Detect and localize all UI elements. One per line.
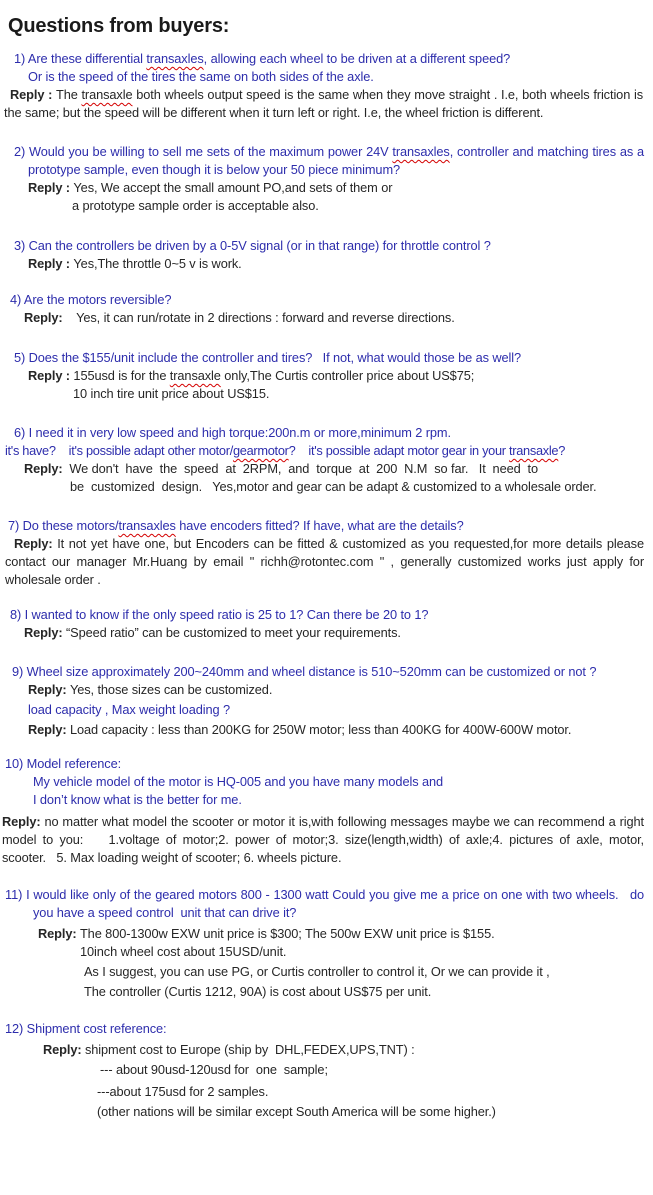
reply-text: --- about 90usd-120usd for one sample; [100, 1062, 328, 1077]
question-5 [0, 349, 648, 367]
reply-text: 10inch wheel cost about 15USD/unit. [80, 944, 287, 959]
reply-label: Reply: [38, 926, 80, 941]
question-10-line-1 [0, 755, 648, 773]
question-text: 5) Does the $155/unit include the controller and tires? If not, what would those be as well? [14, 350, 522, 365]
qa-item-1 [0, 50, 648, 122]
question-11 [0, 886, 648, 922]
question-8 [0, 606, 648, 624]
question-text: 3) Can the controllers be driven by a 0-5V signal (or in that range) for throttle control ? [14, 238, 491, 253]
qa-item-2 [0, 143, 648, 215]
qa-item-3 [0, 237, 648, 273]
reply-label: Reply: [24, 310, 63, 325]
question-text: Or is the speed of the tires the same on both sides of the axle. [28, 69, 374, 84]
misspelled-word: transaxles [392, 144, 450, 159]
reply-text: Load capacity : less than 200KG for 250W motor; less than 400KG for 400W-600W motor. [69, 722, 572, 737]
reply-1 [0, 86, 648, 122]
qa-item-10 [0, 755, 648, 867]
question-text: 2) Would you be willing to sell me sets of the maximum power 24V [14, 144, 393, 159]
reply-text: The 800-1300w EXW unit price is $300; The 500w EXW unit price is $155. [79, 926, 495, 941]
question-text: My vehicle model of the motor is HQ-005 and you have many models and [33, 774, 444, 789]
reply-text: no matter what model the scooter or motor it is,with following messages maybe we can recommend a right model to you: 1.voltage of motor;2. power of motor;3. size(length,width) of axle;4. pictures of axle, motor, scooter. 5. Max loading weight of scooter; 6. wheels picture. [2, 814, 644, 865]
qa-item-5 [0, 349, 648, 403]
reply-12-line-2 [0, 1061, 648, 1079]
misspelled-word: gearmotor [232, 443, 289, 458]
question-text: 8) I wanted to know if the only speed ratio is 25 to 1? Can there be 20 to 1? [10, 607, 429, 622]
reply-label: Reply: [28, 722, 70, 737]
reply-8 [0, 624, 648, 642]
question-text: 12) Shipment cost reference: [5, 1021, 167, 1036]
misspelled-word: transaxle [81, 87, 133, 102]
reply-text: ---about 175usd for 2 samples. [97, 1084, 269, 1099]
reply-label: Reply : [28, 180, 74, 195]
page-title: Questions from buyers: [8, 15, 230, 37]
reply-11-line-2 [0, 943, 648, 961]
reply-label: Reply : [10, 87, 56, 102]
reply-label: Reply: [43, 1042, 85, 1057]
qa-item-12 [0, 1020, 648, 1121]
question-text: have encoders fitted? If have, what are the details? [175, 518, 464, 533]
question-text: 7) Do these motors/ [8, 518, 119, 533]
reply-text: Yes, those sizes can be customized. [69, 682, 273, 697]
question-text: 4) Are the motors reversible? [10, 292, 172, 307]
qa-item-7 [0, 517, 648, 589]
reply-text: shipment cost to Europe (ship by DHL,FEDEX,UPS,TNT) : [84, 1042, 415, 1057]
reply-text: (other nations will be similar except South America will be some higher.) [97, 1104, 496, 1119]
qa-item-8 [0, 606, 648, 642]
question-text: 11) I would like only of the geared motors 800 - 1300 watt Could you give me a price on one with two wheels. do you have a speed control unit that can drive it? [5, 887, 644, 920]
question-12 [0, 1020, 648, 1038]
reply-7 [0, 535, 648, 589]
misspelled-word: transaxle [509, 443, 559, 458]
reply-label: Reply : [28, 256, 74, 271]
question-text: , allowing each wheel to be driven at a different speed? [203, 51, 511, 66]
reply-9-line-1 [0, 681, 648, 699]
misspelled-word: transaxle [169, 368, 221, 383]
qa-item-4 [0, 291, 648, 327]
qa-item-6 [0, 424, 648, 496]
reply-11-line-4 [0, 983, 648, 1001]
question-2 [0, 143, 648, 179]
question-6-line-1 [0, 424, 648, 442]
reply-6-line-2 [0, 478, 648, 496]
reply-2-line-2 [0, 197, 648, 215]
reply-label: Reply: [24, 625, 66, 640]
reply-text: As I suggest, you can use PG, or Curtis controller to control it, Or we can provide it , [84, 964, 550, 979]
reply-text: The controller (Curtis 1212, 90A) is cost about US$75 per unit. [84, 984, 432, 999]
reply-5-line-1 [0, 367, 648, 385]
question-4 [0, 291, 648, 309]
reply-text: It not yet have one, but Encoders can be fitted & customized as you requested,for more details please contact our manager Mr.Huang by email " richh@rotontec.com " , generally customized works just apply for wholesale order . [5, 536, 644, 587]
reply-text: Yes, it can run/rotate in 2 directions : forward and reverse directions. [62, 310, 455, 325]
question-1-line-2 [0, 68, 648, 86]
reply-12-line-4 [0, 1103, 648, 1121]
reply-label: Reply : [28, 368, 74, 383]
reply-text: be customized design. Yes,motor and gear can be adapt & customized to a wholesale order. [70, 479, 597, 494]
misspelled-word: transaxles [146, 51, 204, 66]
reply-11-line-3 [0, 963, 648, 981]
reply-12-line-1 [0, 1041, 648, 1059]
question-text: , controller and matching tires as a prototype sample, even though it is below your 50 piece minimum? [28, 144, 644, 177]
question-6-line-2 [0, 442, 648, 460]
question-text: it's have? it's possible adapt other motor/ [5, 443, 233, 458]
question-text: I don’t know what is the better for me. [33, 792, 242, 807]
question-9-line-2 [0, 701, 648, 719]
question-text: 1) Are these differential [14, 51, 147, 66]
question-text: ? [558, 443, 566, 458]
question-text: load capacity , Max weight loading ? [28, 702, 230, 717]
document [0, 14, 653, 1121]
question-text: ? it's possible adapt motor gear in your [288, 443, 510, 458]
question-1-line-1 [0, 50, 648, 68]
reply-11-line-1 [0, 925, 648, 943]
misspelled-word: transaxles [118, 518, 176, 533]
question-10-line-3 [0, 791, 648, 809]
reply-4 [0, 309, 648, 327]
question-text: 6) I need it in very low speed and high torque:200n.m or more,minimum 2 rpm. [14, 425, 451, 440]
question-text: 9) Wheel size approximately 200~240mm and wheel distance is 510~520mm can be customized or not ? [12, 664, 597, 679]
reply-3 [0, 255, 648, 273]
reply-2-line-1 [0, 179, 648, 197]
reply-label: Reply: [2, 814, 45, 829]
reply-text: 155usd is for the [73, 368, 170, 383]
reply-label: Reply: [14, 536, 58, 551]
reply-label: Reply: [24, 461, 70, 476]
reply-6-line-1 [0, 460, 648, 478]
reply-label: Reply: [28, 682, 70, 697]
reply-text: a prototype sample order is acceptable also. [72, 198, 319, 213]
reply-9-line-2 [0, 721, 648, 739]
reply-text: We don't have the speed at 2RPM, and torque at 200 N.M so far. It need to [69, 461, 539, 476]
qa-item-9 [0, 663, 648, 739]
question-3 [0, 237, 648, 255]
reply-10 [0, 813, 648, 867]
reply-text: Yes,The throttle 0~5 v is work. [73, 256, 242, 271]
reply-text: Yes, We accept the small amount PO,and sets of them or [73, 180, 393, 195]
question-text: 10) Model reference: [5, 756, 122, 771]
question-7 [0, 517, 648, 535]
reply-text: “Speed ratio” can be customized to meet your requirements. [65, 625, 401, 640]
reply-text: both wheels output speed is the same when they move straight . I.e, both wheels friction is the same; but the speed will be different when it turn left or right. I.e, the wheel friction is different. [4, 87, 643, 120]
reply-5-line-2 [0, 385, 648, 403]
reply-text: 10 inch tire unit price about US$15. [73, 386, 270, 401]
reply-text: The [55, 87, 82, 102]
qa-item-11 [0, 886, 648, 1001]
reply-text: only,The Curtis controller price about US$75; [220, 368, 475, 383]
reply-12-line-3 [0, 1083, 648, 1101]
question-9-line-1 [0, 663, 648, 681]
question-10-line-2 [0, 773, 648, 791]
